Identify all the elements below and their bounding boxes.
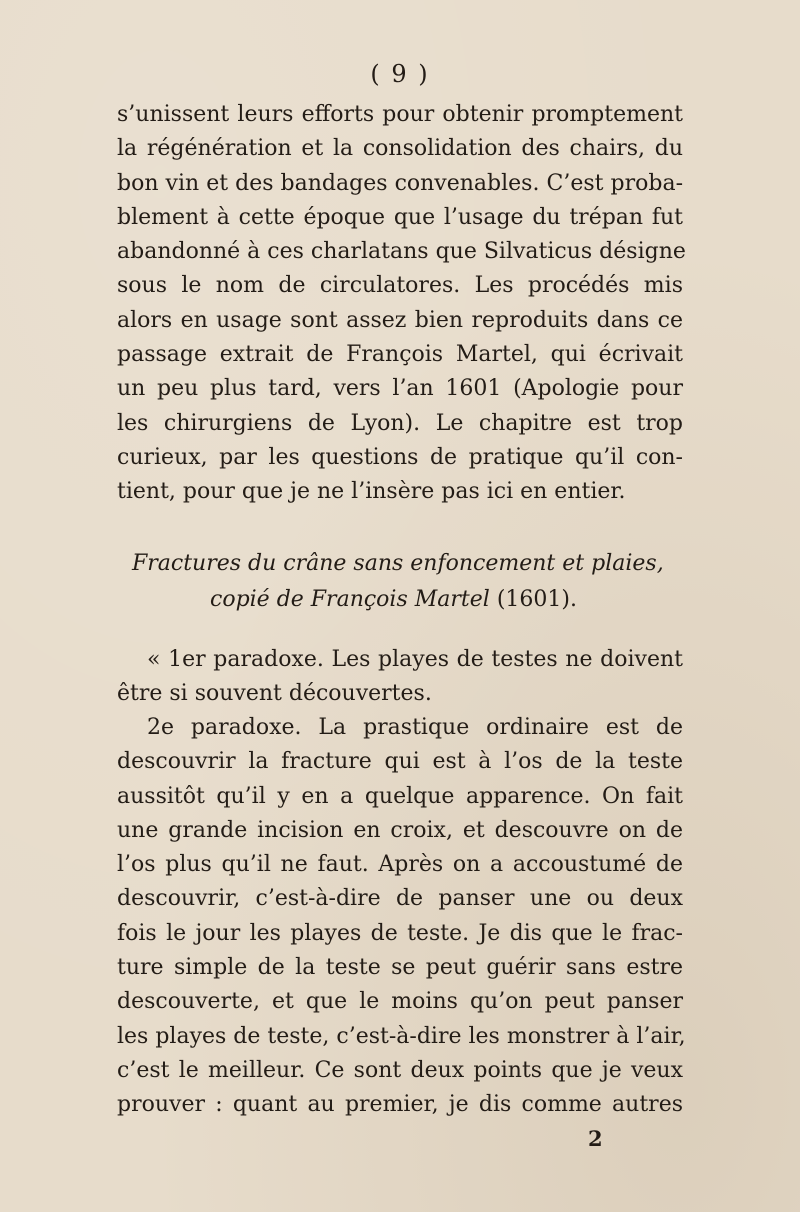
text-line: descouverte, et que le moins qu’on peut panser — [117, 989, 683, 1015]
page-number: ( 9 ) — [370, 60, 430, 88]
text-line: blement à cette époque que l’usage du trépan fut — [117, 204, 683, 230]
signature-mark: 2 — [588, 1126, 603, 1151]
text-line: « 1er paradoxe. Les playes de testes ne doivent — [147, 647, 683, 672]
paragraph-1 — [117, 98, 686, 510]
text-line: passage extrait de François Martel, qui écrivait — [117, 342, 683, 368]
text-line: ture simple de la teste se peut guérir sans estre — [117, 955, 683, 981]
text-line: un peu plus tard, vers l’an 1601 (Apologie pour — [117, 376, 683, 402]
text-line: curieux, par les questions de pratique qu’il con- — [117, 444, 683, 470]
section-heading — [117, 546, 683, 618]
text-line: les playes de teste, c’est-à-dire les monstrer à l’air, — [117, 1023, 686, 1049]
text-line: être si souvent découvertes. — [117, 681, 432, 707]
heading-line-2 — [117, 582, 683, 618]
text-line: sous le nom de circulatores. Les procédés mis — [117, 273, 683, 299]
text-line: c’est le meilleur. Ce sont deux points que je veux — [117, 1057, 683, 1083]
text-line: les chirurgiens de Lyon). Le chapitre est trop — [117, 410, 683, 436]
heading-line-1: Fractures du crâne sans enfoncement et plaies, — [132, 551, 664, 576]
paragraph-2 — [117, 643, 683, 712]
text-line: 2e paradoxe. La prastique ordinaire est de — [147, 715, 683, 740]
text-line: descouvrir la fracture qui est à l’os de la teste — [117, 749, 683, 775]
text-line: descouvrir, c’est-à-dire de panser une ou deux — [117, 886, 683, 912]
heading-line-2-text: copié de François Martel — [210, 587, 490, 612]
text-line: fois le jour les playes de teste. Je dis que le frac- — [117, 920, 683, 946]
text-line: une grande incision en croix, et descouvre on de — [117, 817, 683, 843]
text-line: bon vin et des bandages convenables. C’est proba- — [117, 170, 683, 196]
text-line: abandonné à ces charlatans que Silvaticus désigne — [117, 239, 686, 265]
text-line: s’unissent leurs efforts pour obtenir promptement — [117, 102, 683, 127]
text-line: l’os plus qu’il ne faut. Après on a accoustumé de — [117, 852, 683, 878]
text-line: la régénération et la consolidation des chairs, du — [117, 136, 683, 162]
text-line: tient, pour que je ne l’insère pas ici en entier. — [117, 479, 626, 505]
text-line: alors en usage sont assez bien reproduits dans ce — [117, 307, 683, 333]
paragraph-3 — [117, 711, 686, 1123]
text-line: prouver : quant au premier, je dis comme autres — [117, 1092, 683, 1118]
heading-year: (1601). — [496, 587, 577, 612]
text-line: aussitôt qu’il y en a quelque apparence. On fait — [117, 783, 683, 809]
